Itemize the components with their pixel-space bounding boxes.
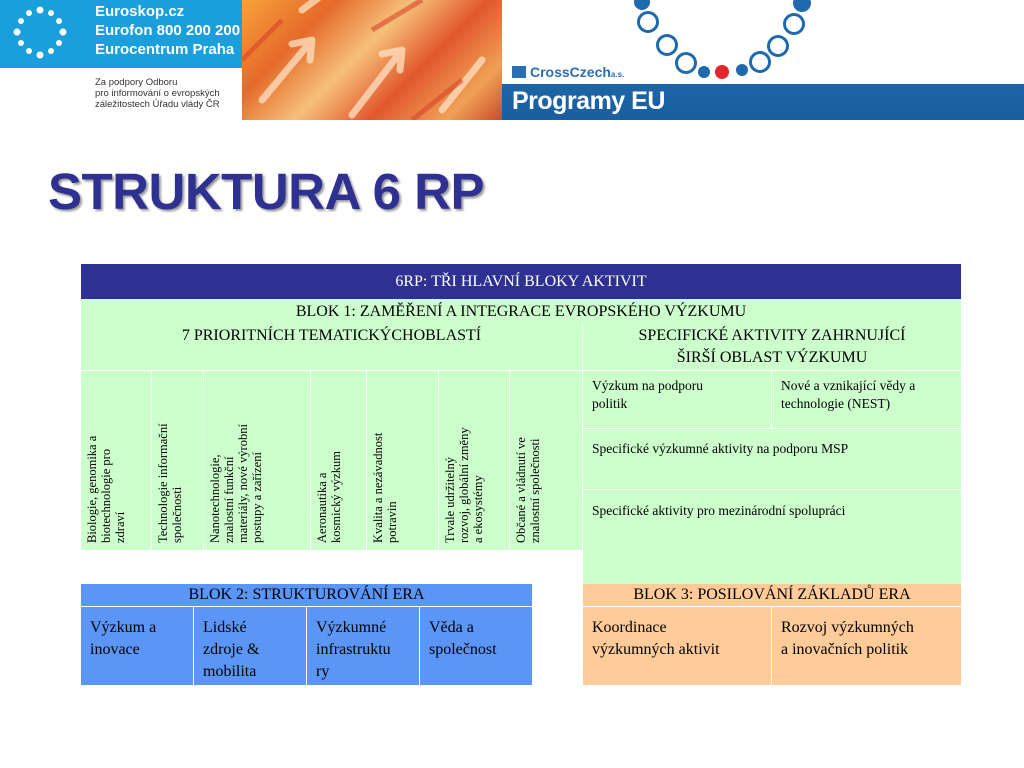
blok2-item-3-line-2: infrastruktu	[316, 641, 391, 658]
nest-line-1: Nové a vznikající vědy a	[781, 378, 916, 393]
blok3-item-1-line-1: Koordinace	[592, 619, 667, 636]
policy-support-cell	[583, 371, 771, 428]
policy-support-line-2: politik	[592, 396, 628, 411]
blok2-item-1-line-2: inovace	[90, 641, 140, 658]
priority-3-line-4: postupy a zařízení	[250, 452, 264, 543]
arrows-photo-icon	[242, 0, 502, 120]
eurofon-line: Eurofon 800 200 200	[95, 22, 241, 39]
priority-2-line-1: Technologie informační	[156, 423, 170, 543]
priority-col-4	[311, 371, 366, 550]
priority-col-5	[367, 371, 438, 550]
priority-3-line-2: znalostní funkční	[222, 456, 236, 543]
nest-cell	[772, 371, 961, 428]
msp-cell: Specifické výzkumné aktivity na podporu MSP	[583, 429, 961, 489]
priority-4-line-1: Aeronautika a	[315, 472, 329, 543]
priorities-header: 7 PRIORITNÍCH TEMATICKÝCHOBLASTÍ	[81, 324, 582, 370]
blok2-item-1	[81, 607, 193, 685]
priority-1-line-2: biotechnologie pro	[99, 448, 113, 543]
blok2-item-3	[307, 607, 419, 685]
priority-6-line-2: rozvoj, globální změny	[457, 427, 471, 543]
support-line-2: pro informování o evropských	[95, 88, 220, 99]
crossczech-mark-icon	[512, 66, 526, 78]
banner-photo	[242, 0, 502, 120]
priority-4-line-2: kosmický výzkum	[329, 450, 343, 543]
nest-line-2: technologie (NEST)	[781, 396, 891, 411]
crossczech-suffix: a.s.	[610, 70, 625, 79]
priority-3-line-1: Nanotechnologie,	[208, 454, 222, 543]
priority-7-line-2: znalostní společnosti	[528, 438, 542, 543]
blok2-item-2-line-1: Lidské	[203, 619, 247, 636]
blok2-item-3-line-1: Výzkumné	[316, 619, 387, 636]
blok3-item-2-line-1: Rozvoj výzkumných	[781, 619, 914, 636]
priority-7-line-1: Občané a vládnutí ve	[514, 437, 528, 543]
intl-cell: Specifické aktivity pro mezinárodní spolupráci	[583, 490, 961, 584]
blok2-item-4-line-1: Věda a	[429, 619, 474, 636]
euroskop-line: Euroskop.cz	[95, 3, 185, 20]
priority-6-line-1: Trvale udržitelný	[443, 457, 457, 543]
blok3-item-1	[583, 607, 771, 685]
blok3-item-2-line-2: a inovačních politik	[781, 641, 909, 658]
blok1-header: BLOK 1: ZAMĚŘENÍ A INTEGRACE EVROPSKÉHO VÝZKUMU	[81, 299, 961, 324]
eurocentrum-line: Eurocentrum Praha	[95, 41, 235, 58]
priority-5-line-2: potravin	[385, 501, 399, 543]
priority-col-7	[510, 371, 582, 550]
specific-header	[583, 324, 961, 370]
blok2-item-4	[420, 607, 532, 685]
priority-col-3	[204, 371, 310, 550]
blok3-item-2	[772, 607, 961, 685]
top-header: 6RP: TŘI HLAVNÍ BLOKY AKTIVIT	[81, 264, 961, 299]
blok3-item-1-line-2: výzkumných aktivit	[592, 641, 720, 658]
support-box	[0, 68, 242, 120]
euroskop-box	[0, 0, 242, 68]
euroskop-logo-icon	[8, 4, 72, 62]
blok2-header: BLOK 2: STRUKTUROVÁNÍ ERA	[81, 584, 532, 606]
priority-col-1	[81, 371, 151, 550]
programy-eu-title: Programy EU	[512, 87, 665, 115]
support-line-3: záležitostech Úřadu vlády ČR	[95, 99, 220, 110]
crossczech-name: CrossCzech	[530, 64, 611, 80]
specific-header-line-1: SPECIFICKÉ AKTIVITY ZAHRNUJÍCÍ	[638, 327, 906, 344]
blok2-item-4-line-2: společnost	[429, 641, 497, 658]
priority-5-line-1: Kvalita a nezávadnost	[371, 432, 385, 543]
blok2-item-2-line-3: mobilita	[203, 663, 257, 680]
crossczech-logo	[512, 64, 624, 80]
priority-1-line-1: Biologie, genomika a	[85, 435, 99, 543]
priority-col-2	[152, 371, 203, 550]
priority-6-line-3: a ekosystémy	[471, 475, 485, 543]
blok2-item-1-line-1: Výzkum a	[90, 619, 157, 636]
priority-2-line-2: společnosti	[170, 486, 184, 543]
red-dot-icon	[715, 65, 729, 79]
header-banner	[0, 0, 1024, 120]
blok3-header: BLOK 3: POSILOVÁNÍ ZÁKLADŮ ERA	[583, 584, 961, 606]
blok2-item-2-line-2: zdroje &	[203, 641, 260, 658]
specific-header-line-2: ŠIRŠÍ OBLAST VÝZKUMU	[676, 349, 868, 366]
priority-3-line-3: materiály, nové výrobní	[236, 424, 250, 543]
support-line-1: Za podpory Odboru	[95, 77, 178, 88]
priority-1-line-3: zdraví	[113, 511, 127, 543]
blok2-item-3-line-3: ry	[316, 663, 330, 680]
blok2-item-2	[194, 607, 306, 685]
priority-col-6	[439, 371, 509, 550]
page-title: STRUKTURA 6 RP	[48, 163, 484, 220]
policy-support-line-1: Výzkum na podporu	[592, 378, 703, 393]
